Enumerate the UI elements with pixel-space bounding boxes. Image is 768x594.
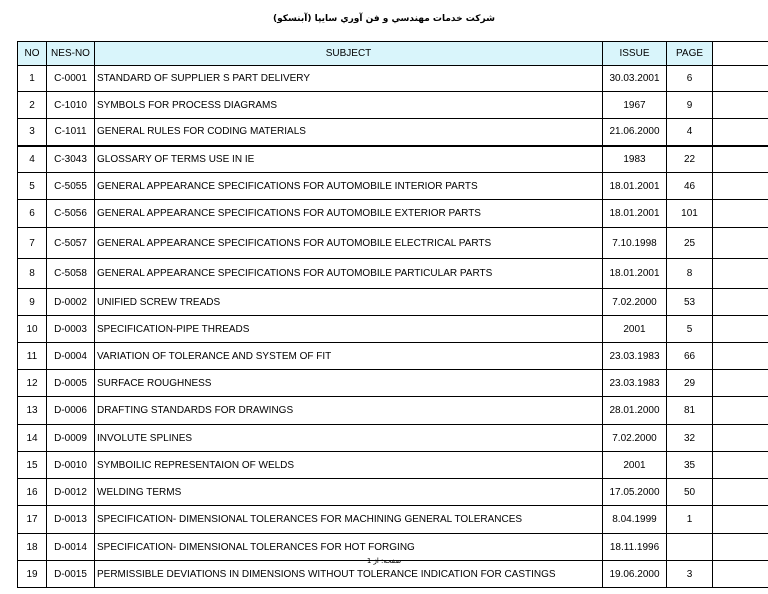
row-number: 7 [18, 228, 47, 259]
row-nes-code: C-1010 [47, 92, 95, 119]
row-blank [713, 228, 768, 259]
table-row [18, 370, 768, 397]
row-page: 5 [667, 316, 713, 343]
row-number: 3 [18, 119, 47, 146]
row-page: 32 [667, 425, 713, 452]
row-number: 11 [18, 343, 47, 370]
row-nes-code: C-5056 [47, 200, 95, 228]
table-row [18, 506, 768, 534]
row-page: 8 [667, 259, 713, 289]
row-number: 18 [18, 534, 47, 561]
table-row [18, 452, 768, 479]
row-page: 50 [667, 479, 713, 506]
row-page: 22 [667, 146, 713, 173]
row-nes-code: C-0001 [47, 66, 95, 92]
table-row [18, 289, 768, 316]
row-issue: 18.01.2001 [603, 173, 667, 200]
row-subject: GENERAL APPEARANCE SPECIFICATIONS FOR AUTOMOBILE EXTERIOR PARTS [95, 200, 603, 228]
row-blank [713, 289, 768, 316]
row-issue: 7.02.2000 [603, 289, 667, 316]
row-subject: UNIFIED SCREW TREADS [95, 289, 603, 316]
row-issue: 19.06.2000 [603, 561, 667, 588]
row-issue: 7.02.2000 [603, 425, 667, 452]
row-issue: 18.01.2001 [603, 200, 667, 228]
row-number: 15 [18, 452, 47, 479]
row-nes-code: D-0009 [47, 425, 95, 452]
table-header-row [18, 42, 768, 66]
table-row [18, 259, 768, 289]
row-number: 12 [18, 370, 47, 397]
row-number: 6 [18, 200, 47, 228]
row-issue: 1983 [603, 146, 667, 173]
row-nes-code: D-0003 [47, 316, 95, 343]
table-row [18, 66, 768, 92]
row-nes-code: C-1011 [47, 119, 95, 146]
row-issue: 21.06.2000 [603, 119, 667, 146]
row-nes-code: D-0004 [47, 343, 95, 370]
row-issue: 30.03.2001 [603, 66, 667, 92]
row-issue: 2001 [603, 452, 667, 479]
row-subject: SYMBOILIC REPRESENTAION OF WELDS [95, 452, 603, 479]
column-header-nes-no: NES-NO [47, 42, 95, 66]
table-row [18, 479, 768, 506]
row-nes-code: D-0006 [47, 397, 95, 425]
row-subject: GENERAL RULES FOR CODING MATERIALS [95, 119, 603, 146]
table-row [18, 425, 768, 452]
row-subject: VARIATION OF TOLERANCE AND SYSTEM OF FIT [95, 343, 603, 370]
column-header-page: PAGE [667, 42, 713, 66]
row-number: 13 [18, 397, 47, 425]
row-issue: 2001 [603, 316, 667, 343]
row-issue: 18.11.1996 [603, 534, 667, 561]
row-blank [713, 506, 768, 534]
row-nes-code: C-5057 [47, 228, 95, 259]
row-nes-code: D-0015 [47, 561, 95, 588]
row-number: 19 [18, 561, 47, 588]
row-issue: 8.04.1999 [603, 506, 667, 534]
row-nes-code: D-0014 [47, 534, 95, 561]
row-subject: SPECIFICATION- DIMENSIONAL TOLERANCES FOR HOT FORGING [95, 534, 603, 561]
row-page: 35 [667, 452, 713, 479]
column-header-no: NO [18, 42, 47, 66]
row-subject: STANDARD OF SUPPLIER S PART DELIVERY [95, 66, 603, 92]
row-issue: 23.03.1983 [603, 370, 667, 397]
row-blank [713, 146, 768, 173]
row-number: 10 [18, 316, 47, 343]
row-subject: PERMISSIBLE DEVIATIONS IN DIMENSIONS WITHOUT TOLERANCE INDICATION FOR CASTINGS [95, 561, 603, 588]
table-row [18, 92, 768, 119]
row-subject: GLOSSARY OF TERMS USE IN IE [95, 146, 603, 173]
row-number: 8 [18, 259, 47, 289]
row-issue: 18.01.2001 [603, 259, 667, 289]
row-issue: 7.10.1998 [603, 228, 667, 259]
standards-table [17, 41, 768, 588]
row-subject: GENERAL APPEARANCE SPECIFICATIONS FOR AUTOMOBILE INTERIOR PARTS [95, 173, 603, 200]
row-blank [713, 200, 768, 228]
row-blank [713, 66, 768, 92]
row-subject: DRAFTING STANDARDS FOR DRAWINGS [95, 397, 603, 425]
row-nes-code: D-0002 [47, 289, 95, 316]
row-blank [713, 316, 768, 343]
row-page: 46 [667, 173, 713, 200]
row-subject: GENERAL APPEARANCE SPECIFICATIONS FOR AUTOMOBILE PARTICULAR PARTS [95, 259, 603, 289]
row-blank [713, 119, 768, 146]
row-issue: 17.05.2000 [603, 479, 667, 506]
row-nes-code: C-3043 [47, 146, 95, 173]
row-page: 1 [667, 506, 713, 534]
row-page: 3 [667, 561, 713, 588]
column-header-issue: ISSUE [603, 42, 667, 66]
table-row [18, 200, 768, 228]
row-issue: 23.03.1983 [603, 343, 667, 370]
row-issue: 1967 [603, 92, 667, 119]
row-number: 5 [18, 173, 47, 200]
row-nes-code: C-5058 [47, 259, 95, 289]
row-nes-code: D-0010 [47, 452, 95, 479]
row-number: 2 [18, 92, 47, 119]
row-number: 14 [18, 425, 47, 452]
row-blank [713, 259, 768, 289]
row-page: 9 [667, 92, 713, 119]
row-blank [713, 479, 768, 506]
row-nes-code: D-0013 [47, 506, 95, 534]
row-blank [713, 92, 768, 119]
row-nes-code: C-5055 [47, 173, 95, 200]
row-nes-code: D-0005 [47, 370, 95, 397]
row-number: 16 [18, 479, 47, 506]
row-nes-code: D-0012 [47, 479, 95, 506]
column-header-subject: SUBJECT [95, 42, 603, 66]
document-title: شرکت خدمات مهندسي و فن آوري سايپا (آبنسکو) [273, 14, 495, 24]
table-row [18, 316, 768, 343]
table-row [18, 173, 768, 200]
row-page: 53 [667, 289, 713, 316]
row-blank [713, 397, 768, 425]
row-number: 9 [18, 289, 47, 316]
row-subject: SYMBOLS FOR PROCESS DIAGRAMS [95, 92, 603, 119]
row-number: 17 [18, 506, 47, 534]
row-blank [713, 173, 768, 200]
row-blank [713, 343, 768, 370]
row-subject: SPECIFICATION-PIPE THREADS [95, 316, 603, 343]
row-subject: SPECIFICATION- DIMENSIONAL TOLERANCES FOR MACHINING GENERAL TOLERANCES [95, 506, 603, 534]
row-page: 81 [667, 397, 713, 425]
table-row [18, 228, 768, 259]
table-row [18, 343, 768, 370]
row-blank [713, 425, 768, 452]
row-page: 6 [667, 66, 713, 92]
row-page: 29 [667, 370, 713, 397]
row-subject: SURFACE ROUGHNESS [95, 370, 603, 397]
row-page: 4 [667, 119, 713, 146]
row-page: 25 [667, 228, 713, 259]
page-number-note: صفحه: از 1 [366, 557, 402, 565]
table-row [18, 397, 768, 425]
row-page: 101 [667, 200, 713, 228]
column-header-blank [713, 42, 768, 66]
row-blank [713, 452, 768, 479]
table-row [18, 119, 768, 146]
row-subject: WELDING TERMS [95, 479, 603, 506]
row-page: 66 [667, 343, 713, 370]
row-issue: 28.01.2000 [603, 397, 667, 425]
table-row [18, 146, 768, 173]
row-number: 1 [18, 66, 47, 92]
row-blank [713, 370, 768, 397]
row-number: 4 [18, 146, 47, 173]
row-subject: INVOLUTE SPLINES [95, 425, 603, 452]
row-subject: GENERAL APPEARANCE SPECIFICATIONS FOR AUTOMOBILE ELECTRICAL PARTS [95, 228, 603, 259]
